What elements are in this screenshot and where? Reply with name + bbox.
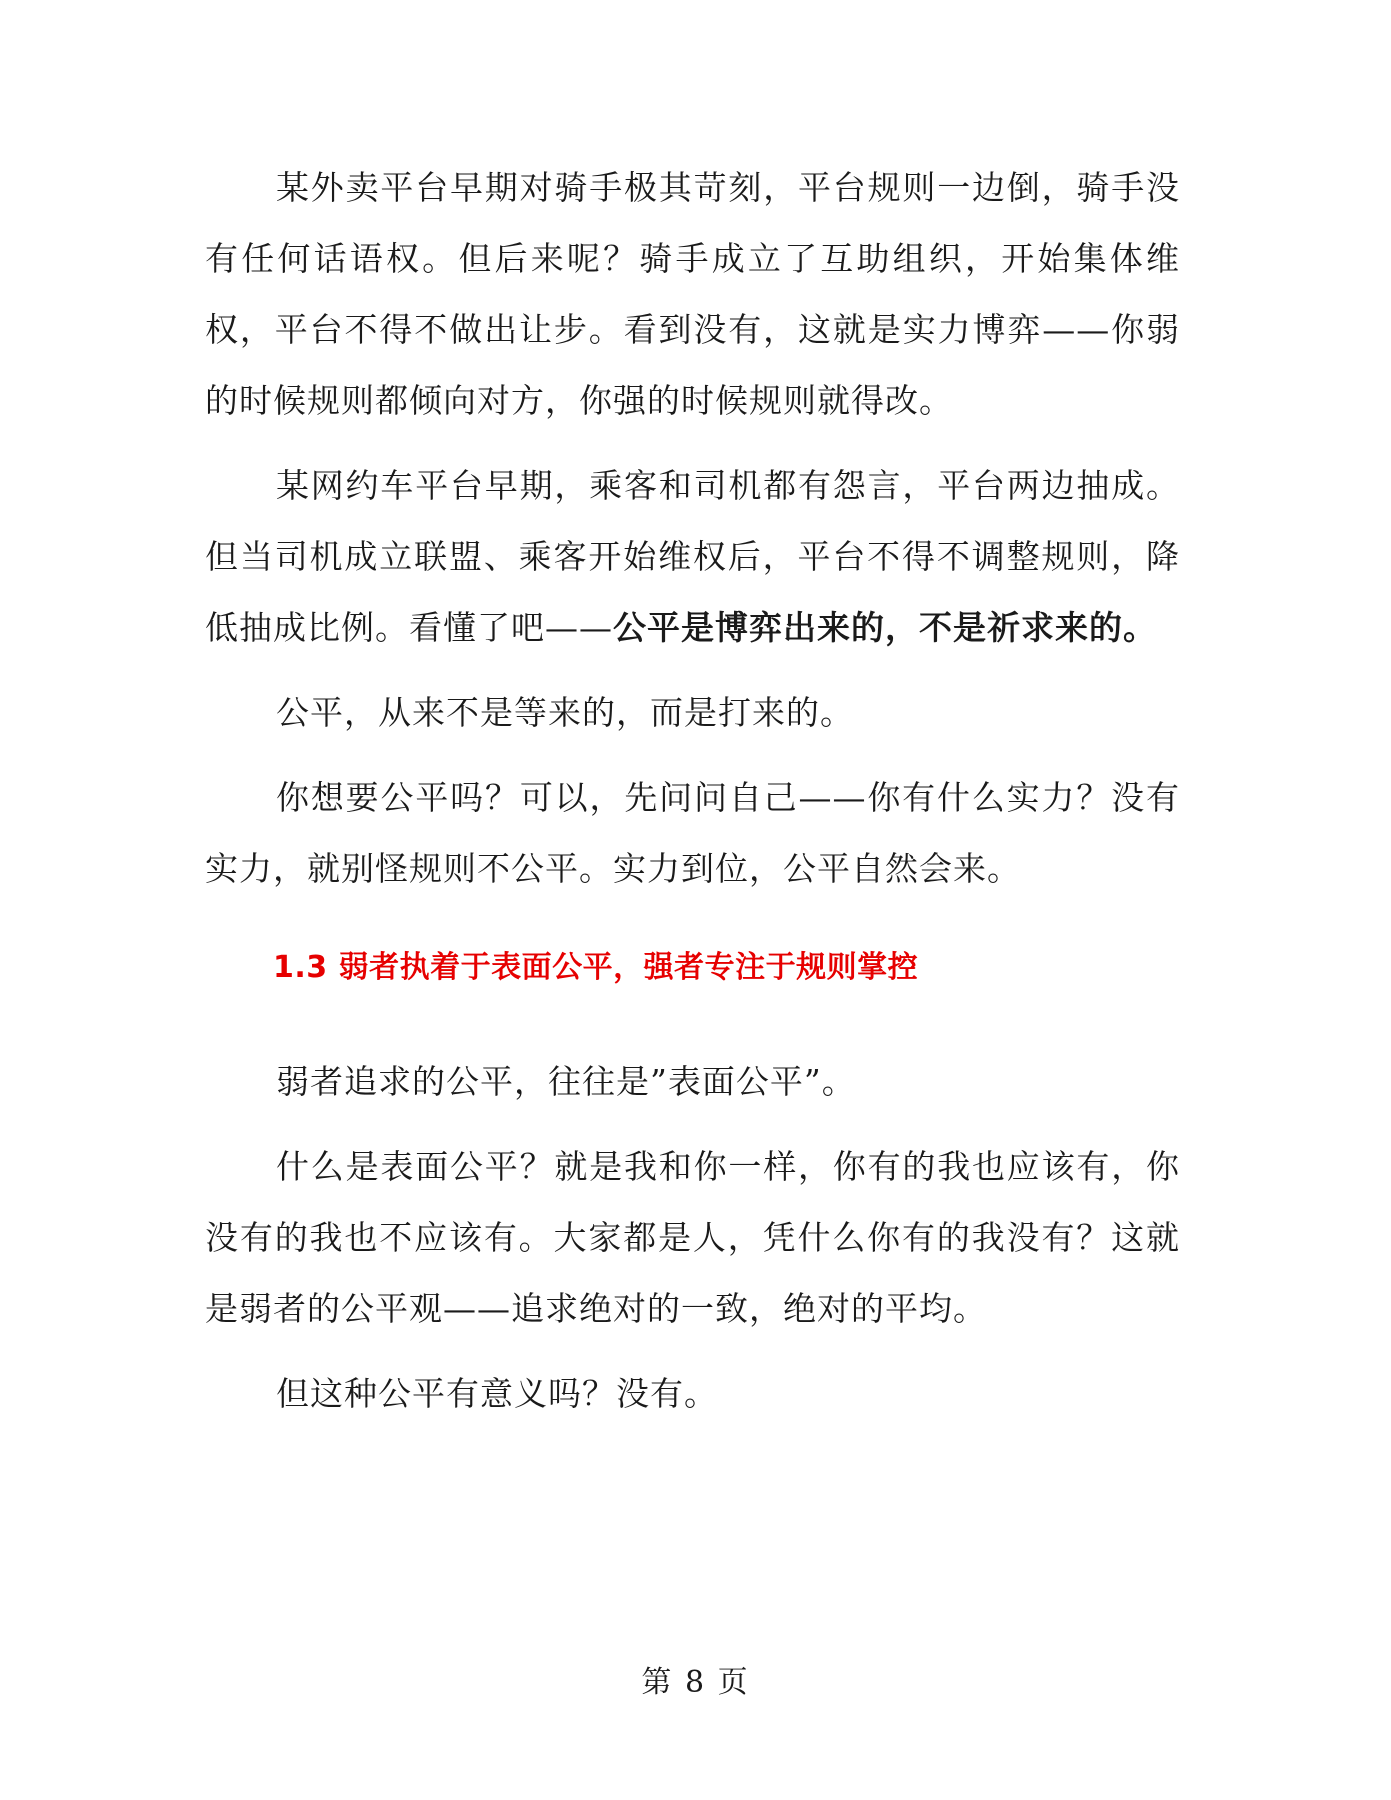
paragraph-text: 你想要公平吗？可以，先问问自己——你有什么实力？没有实力，就别怪规则不公平。实力到位，公平自然会来。	[205, 778, 1180, 888]
paragraph-ride-hailing-platform	[205, 450, 1180, 663]
paragraph-bold-text: 公平是博弈出来的，不是祈求来的。	[613, 608, 1157, 647]
paragraph-text: 公平，从来不是等来的，而是打来的。	[276, 693, 854, 732]
paragraph-surface-fairness	[205, 1046, 1180, 1117]
paragraph-takeaway-platform	[205, 152, 1180, 436]
paragraph-what-is-surface-fairness	[205, 1131, 1180, 1344]
paragraph-text: 某外卖平台早期对骑手极其苛刻，平台规则一边倒，骑手没有任何话语权。但后来呢？骑手成立了互助组织，开始集体维权，平台不得不做出让步。看到没有，这就是实力博弈——你弱的时候规则都倾向对方，你强的时候规则就得改。	[205, 168, 1180, 420]
paragraph-meaningless	[205, 1358, 1180, 1429]
paragraph-text: 但这种公平有意义吗？没有。	[276, 1374, 718, 1413]
paragraph-fairness-fought	[205, 677, 1180, 748]
paragraph-ask-yourself	[205, 762, 1180, 904]
paragraph-text: 弱者追求的公平，往往是”表面公平”。	[276, 1062, 856, 1101]
page-body	[205, 152, 1180, 1443]
section-heading: 1.3 弱者执着于表面公平，强者专注于规则掌控	[273, 950, 919, 985]
paragraph-text: 什么是表面公平？就是我和你一样，你有的我也应该有，你没有的我也不应该有。大家都是人，凭什么你有的我没有？这就是弱者的公平观——追求绝对的一致，绝对的平均。	[205, 1147, 1180, 1328]
paragraph-text: 某网约车平台早期，乘客和司机都有怨言，平台两边抽成。但当司机成立联盟、乘客开始维权后，平台不得不调整规则，降低抽成比例。看懂了吧——	[205, 466, 1180, 647]
page-number: 第 8 页	[641, 1665, 750, 1700]
